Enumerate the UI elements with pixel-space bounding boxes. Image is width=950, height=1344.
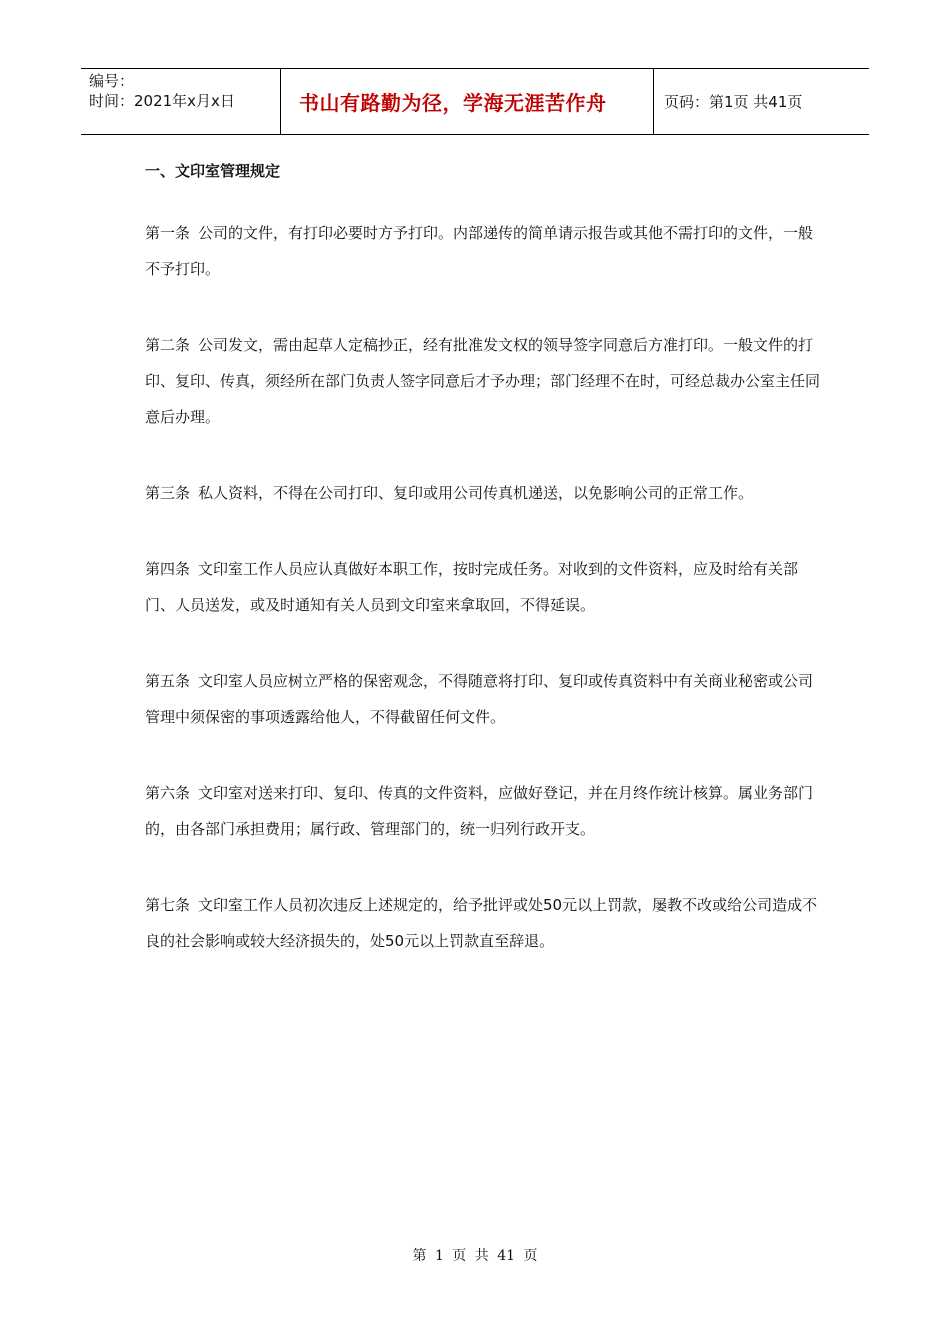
article-label: 第五条 [145, 672, 191, 690]
article-text: 私人资料，不得在公司打印、复印或用公司传真机递送，以免影响公司的正常工作。 [198, 484, 754, 502]
article-label: 第二条 [145, 336, 191, 354]
article-5 [145, 663, 825, 735]
section-title: 一、文印室管理规定 [145, 162, 281, 180]
page-footer: 第 1 页 共 41 页 [412, 1248, 538, 1264]
header-motto: 书山有路勤为径，学海无涯苦作舟 [281, 69, 654, 134]
article-text: 公司发文，需由起草人定稿抄正，经有批准发文权的领导签字同意后方准打印。一般文件的打印、复印、传真，须经所在部门负责人签字同意后才予办理；部门经理不在时，可经总裁办公室主任同意后办理。 [145, 336, 821, 426]
article-1 [145, 215, 825, 287]
article-text: 文印室工作人员初次违反上述规定的，给予批评或处50元以上罚款，屡教不改或给公司造成不良的社会影响或较大经济损失的，处50元以上罚款直至辞退。 [145, 896, 818, 950]
document-body [145, 158, 825, 999]
article-text: 公司的文件，有打印必要时方予打印。内部递传的简单请示报告或其他不需打印的文件，一般不予打印。 [145, 224, 814, 278]
article-label: 第一条 [145, 224, 191, 242]
article-6 [145, 775, 825, 847]
article-text: 文印室工作人员应认真做好本职工作，按时完成任务。对收到的文件资料，应及时给有关部门、人员送发，或及时通知有关人员到文印室来拿取回，不得延误。 [145, 560, 799, 614]
article-text: 文印室对送来打印、复印、传真的文件资料，应做好登记，并在月终作统计核算。属业务部门的，由各部门承担费用；属行政、管理部门的，统一归列行政开支。 [145, 784, 814, 838]
time-label: 时间：2021年x月x日 [89, 92, 235, 110]
header-page-info: 页码：第1页 共41页 [664, 93, 803, 111]
header-meta [81, 69, 281, 134]
document-header [81, 68, 869, 135]
article-4 [145, 551, 825, 623]
article-3 [145, 475, 825, 511]
article-2 [145, 327, 825, 435]
article-text: 文印室人员应树立严格的保密观念，不得随意将打印、复印或传真资料中有关商业秘密或公司管理中须保密的事项透露给他人，不得截留任何文件。 [145, 672, 814, 726]
article-label: 第三条 [145, 484, 191, 502]
article-label: 第七条 [145, 896, 191, 914]
article-7 [145, 887, 825, 959]
article-label: 第六条 [145, 784, 191, 802]
number-label: 编号： [89, 72, 135, 90]
article-label: 第四条 [145, 560, 191, 578]
